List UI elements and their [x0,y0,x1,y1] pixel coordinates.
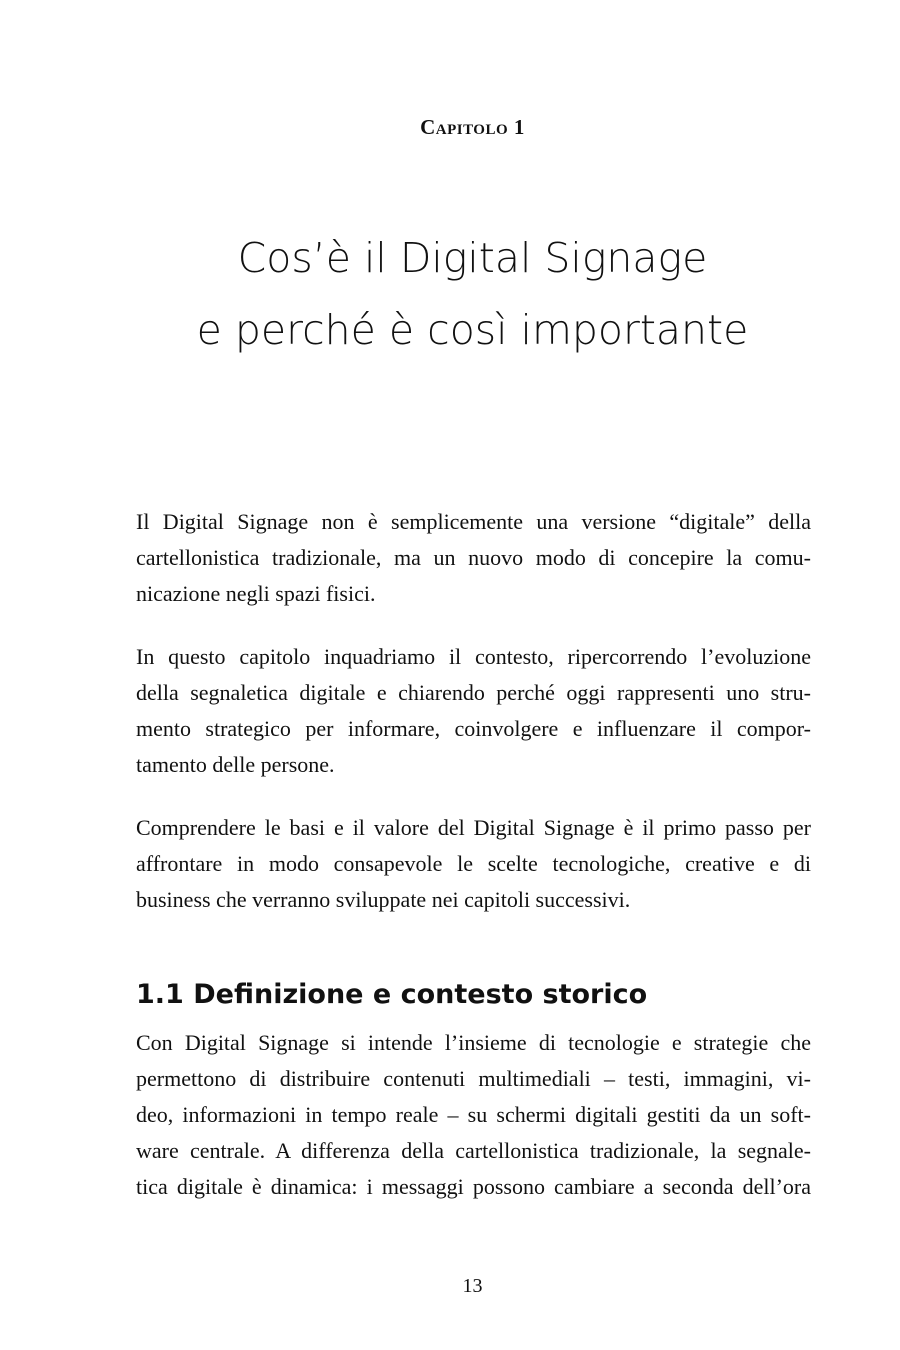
definition-paragraph [136,1025,811,1205]
text-line: permettono di distribuire contenuti multimediali – testi, immagini, vi- [136,1066,811,1091]
text-line: tamento delle persone. [136,752,335,777]
text-line: tica digitale è dinamica: i messaggi possono cambiare a seconda dell’ora [136,1174,811,1199]
context-paragraph [136,639,811,783]
text-line: mento strategico per informare, coinvolgere e influenzare il compor- [136,716,811,741]
text-line: affrontare in modo consapevole le scelte tecnologiche, creative e di [136,851,811,876]
text-line: deo, informazioni in tempo reale – su schermi digitali gestiti da un soft- [136,1102,811,1127]
section-heading: 1.1 Definizione e contesto storico [136,979,648,1010]
text-line: nicazione negli spazi fisici. [136,581,376,606]
chapter-label: Capitolo 1 [420,115,525,139]
chapter-title-line: Cos’è il Digital Signage [237,234,708,282]
chapter-title-line: e perché è così importante [196,306,749,354]
intro-paragraph [136,504,811,612]
text-line: Il Digital Signage non è semplicemente una versione “digitale” della [136,509,811,534]
text-line: business che verranno sviluppate nei capitoli successivi. [136,887,631,912]
page-number: 13 [462,1275,483,1297]
text-line: Comprendere le basi e il valore del Digital Signage è il primo passo per [136,815,811,840]
chapter-title [0,222,900,366]
text-line: In questo capitolo inquadriamo il contesto, ripercorrendo l’evoluzione [136,644,811,669]
text-line: Con Digital Signage si intende l’insieme di tecnologie e strategie che [136,1030,811,1055]
text-line: cartellonistica tradizionale, ma un nuovo modo di concepire la comu- [136,545,811,570]
text-line: ware centrale. A differenza della cartellonistica tradizionale, la segnale- [136,1138,811,1163]
text-line: della segnaletica digitale e chiarendo perché oggi rappresenti uno stru- [136,680,811,705]
value-paragraph [136,810,811,918]
